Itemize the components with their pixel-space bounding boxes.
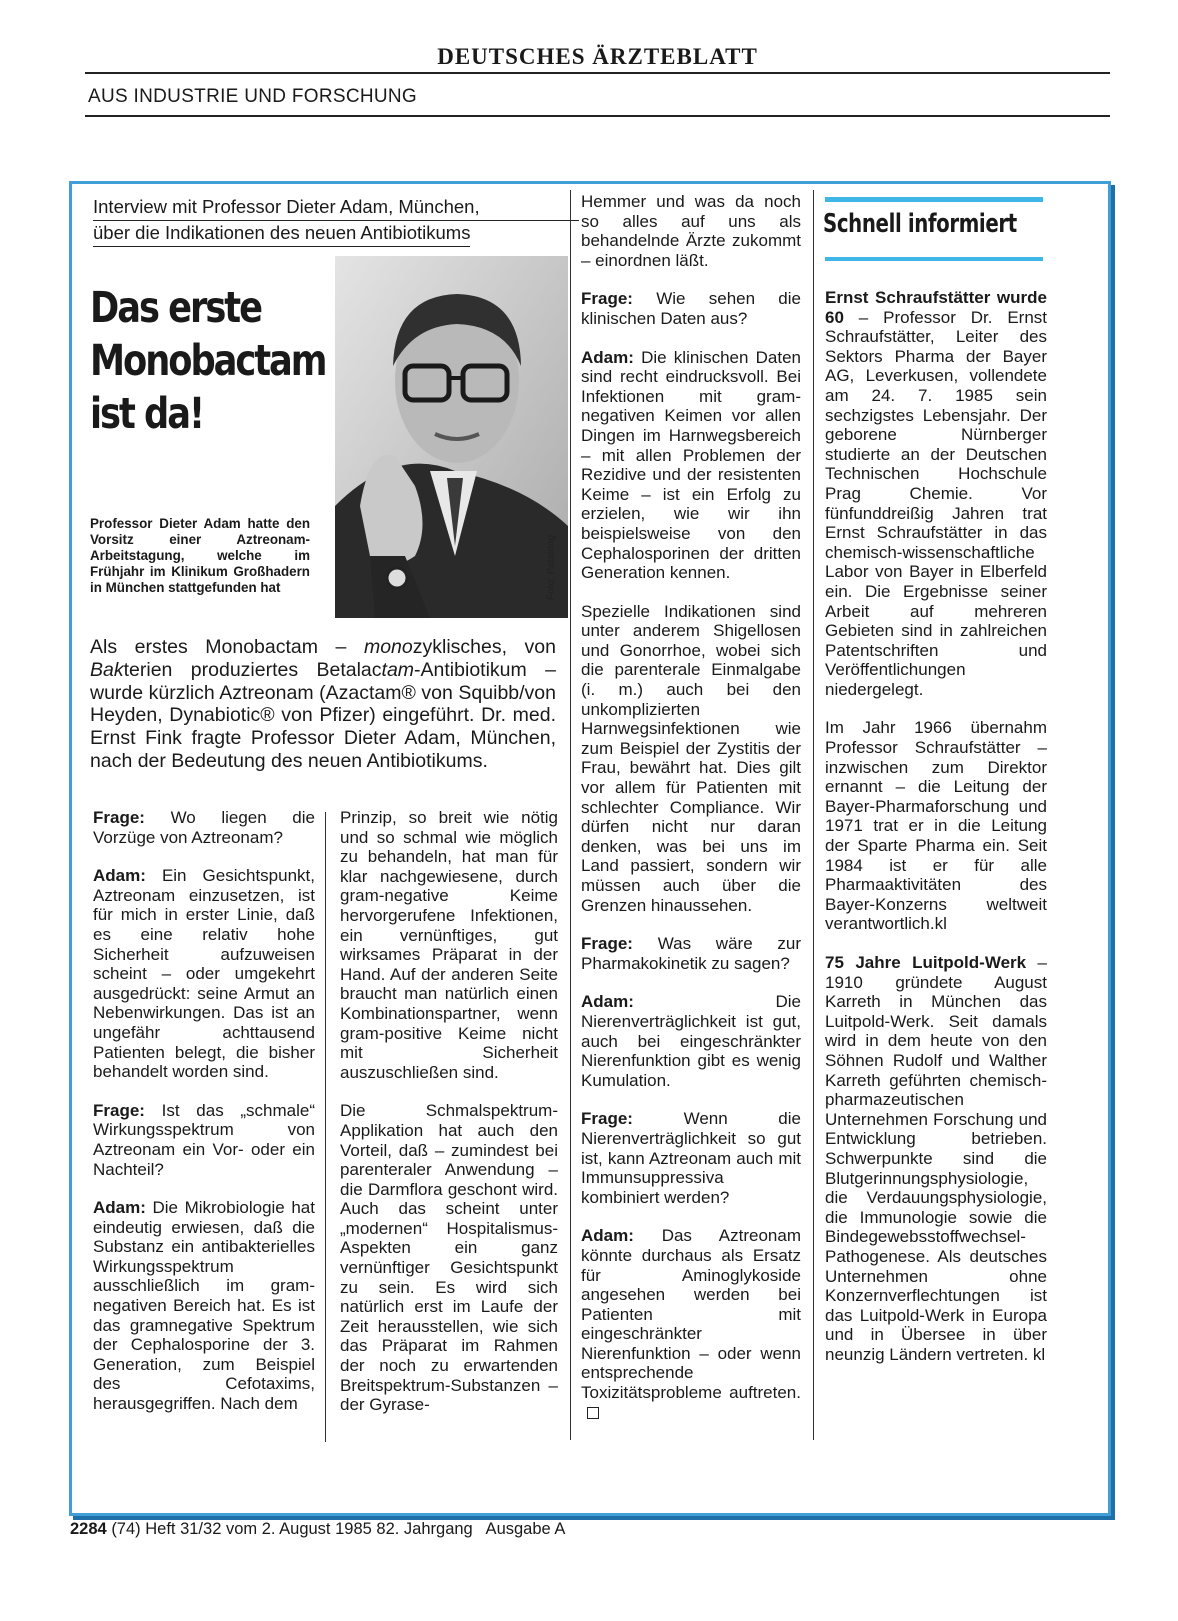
paragraph: Frage: Wenn die Nierenverträglichkeit so gut ist, kann Aztreonam auch mit Immunsuppressiva kombiniert werden? — [581, 1109, 801, 1207]
paragraph: Adam: Die Mikrobiologie hat eindeutig erwiesen, daß die Substanz ein antibakterielles Wirkungsspektrum ausschließlich im gram-negativen Bereich hat. Es ist das gramnegative Spektrum der Cephalosporine der 3. Generation, zum Beispiel des Cefotaxims, herausgegriffen. Nach dem — [93, 1198, 315, 1414]
paragraph: Die Schmalspektrum-Applikation hat auch den Vorteil, daß – zumindest bei parenteraler Anwendung – die Darmflora geschont wird. Auch das scheint unter „modernen“ Hospitalismus-Aspekten ein ganz vernünftiger Gesichtspunkt zu sein. Es wird sich natürlich erst im Laufe der Zeit herausstellen, wie sich das Präparat im Rahmen der noch zu erwartenden Breitspektrum-Substanzen – der Gyrase- — [340, 1101, 558, 1415]
portrait-photo — [335, 256, 568, 618]
paragraph: Adam: Das Aztreonam könnte durchaus als Ersatz für Aminoglykoside angesehen werden bei Patienten mit eingeschränkter Nierenfunktion – oder wenn entsprechende Toxizitätsprobleme auftreten. — [581, 1226, 801, 1422]
sidebar-item: 75 Jahre Luitpold-Werk – 1910 gründete August Karreth in München das Luitpold-Werk. Seit damals wird in dem heute von den Söhnen Rudolf und Walther Karreth geführten chemisch-pharmazeutischen Unternehmen Forschung und Entwicklung betrieben. Schwerpunkte sind die Blutgerinnungsphysiologie, die Verdauungsphysiologie, die Immunologie sowie die Bindegewebsstoffwechsel-Pathogenese. Als deutsches Unternehmen ohne Konzernverflechtungen ist das Luitpold-Werk in Europa und in Übersee in über neunzig Ländern vertreten. kl — [825, 953, 1047, 1364]
paragraph: Frage: Was wäre zur Pharmakokinetik zu sagen? — [581, 934, 801, 973]
article-headline — [90, 282, 326, 441]
sidebar-rule-bottom — [825, 257, 1043, 261]
paragraph: Adam: Ein Gesichtspunkt, Aztreonam einzusetzen, ist für mich in erster Linie, daß es eine relativ hohe Sicherheit aufzuweisen scheint – oder umgekehrt ausgedrückt: seine Armut an Nebenwirkungen. Das ist an ungefähr achttausend Patienten belegt, die bisher behandelt worden sind. — [93, 866, 315, 1082]
text-column-1 — [93, 808, 315, 1433]
headline-line-1: Das erste — [90, 283, 261, 333]
section-rule — [85, 115, 1110, 117]
photo-caption: Professor Dieter Adam hatte den Vorsitz einer Aztreonam-Arbeitstagung, welche im Frühjahr im Klinikum Großhadern in München stattgefunden hat — [90, 516, 310, 595]
paragraph: Frage: Wie sehen die klinischen Daten aus? — [581, 289, 801, 328]
article-lead: Als erstes Monobactam – monozyklisches, von Bakterien produziertes Betalactam-Antibiotikum – wurde kürzlich Aztreonam (Azactam® von Squibb/von Heyden, Dynabiotic® von Pfizer) eingeführt. Dr. med. Ernst Fink fragte Professor Dieter Adam, München, nach der Bedeutung des neuen Antibiotikums. — [90, 636, 556, 772]
paragraph: Adam: Die klinischen Daten sind recht eindrucksvoll. Bei Infektionen mit gram-negativen Keimen vor allen Dingen im Harnwegsbereich – mit allen Problemen der Rezidive und der resistenten Keime – ist ein Erfolg zu erzielen, wie wir ihn beispielsweise von den Cephalosporinen der dritten Generation kennen. — [581, 347, 801, 583]
end-of-article-icon — [587, 1407, 599, 1419]
column-rule — [813, 190, 814, 1440]
headline-line-3: ist da! — [90, 389, 203, 439]
article-kicker — [93, 195, 579, 247]
paragraph: Frage: Ist das „schmale“ Wirkungsspektrum von Aztreonam ein Vor- oder ein Nachteil? — [93, 1100, 315, 1179]
page-footer — [70, 1520, 565, 1539]
paragraph: Spezielle Indikationen sind unter anderem Shigellosen und Gonorrhoe, wobei sich die parenterale Einmalgabe (i. m.) auch bei den unkomplizierten Harnwegsinfektionen wie zum Beispiel der Zystitis der Frau, bewährt hat. Dies gilt vor allem für Patienten mit schlechter Compliance. Wir dürfen nicht nur daran denken, was bei uns im Land passiert, sondern wir müssen auch über die Grenzen hinaussehen. — [581, 601, 801, 915]
issue-info: (74) Heft 31/32 vom 2. August 1985 82. Jahrgang Ausgabe A — [111, 1520, 566, 1538]
paragraph: Adam: Die Nierenverträglichkeit ist gut, auch bei eingeschränkter Nierenfunktion gibt es wenig Kumulation. — [581, 992, 801, 1090]
paragraph: Hemmer und was da noch so alles auf uns als behandelnde Ärzte zukommt – einordnen läßt. — [581, 192, 801, 270]
sidebar-rule-top — [825, 197, 1043, 202]
masthead: DEUTSCHES ÄRZTEBLATT — [437, 44, 758, 69]
portrait-illustration — [335, 256, 568, 618]
headline-line-2: Monobactam — [90, 336, 326, 386]
sidebar-item: Ernst Schraufstätter wurde 60 – Professor Dr. Ernst Schraufstätter, Leiter des Sektors Pharma der Bayer AG, Leverkusen, vollendete am 24. 7. 1985 sein sechzigstes Lebensjahr. Der geborene Nürnberger studierte an der Deutschen Technischen Hochschule Prag Chemie. Vor fünfunddreißig Jahren trat Ernst Schraufstätter in das chemisch-wissenschaftliche Labor von Bayer in Elberfeld ein. Die Ergebnisse seiner Arbeit auf mehreren Gebieten sind in zahlreichen Patentschriften und Veröffentlichungen niedergelegt. — [825, 288, 1047, 699]
text-column-2 — [340, 808, 558, 1434]
column-rule — [325, 812, 326, 1442]
kicker-line-1: Interview mit Professor Dieter Adam, München, — [93, 195, 579, 221]
page-number: 2284 — [70, 1520, 107, 1538]
section-label: AUS INDUSTRIE UND FORSCHUNG — [88, 86, 418, 107]
text-column-3 — [581, 192, 801, 1441]
sidebar-item: Im Jahr 1966 übernahm Professor Schraufstätter – inzwischen zum Direktor ernannt – die Leitung der Bayer-Pharmaforschung und 1971 trat er in die Leitung der Sparte Pharma ein. Seit 1984 ist er für alle Pharmaaktivitäten des Bayer-Konzerns weltweit verantwortlich.kl — [825, 718, 1047, 934]
masthead-rule — [85, 72, 1110, 74]
kicker-line-2: über die Indikationen des neuen Antibiotikums — [93, 221, 470, 247]
sidebar-column — [825, 288, 1047, 1383]
sidebar-title: Schnell informiert — [823, 209, 1017, 239]
paragraph: Prinzip, so breit wie nötig und so schmal wie möglich zu behandeln, hat man für klar nachgewiesene, durch gram-negative Keime hervorgerufene Infektionen, ein vernünftiges, gut wirksames Präparat in der Hand. Auf der anderen Seite braucht man natürlich einen Kombinationspartner, wenn gram-positive Keime nicht mit Sicherheit auszuschließen sind. — [340, 808, 558, 1082]
column-rule — [570, 190, 571, 1440]
paragraph: Frage: Wo liegen die Vorzüge von Aztreonam? — [93, 808, 315, 847]
photo-credit: Foto: Pataiong — [546, 534, 557, 600]
